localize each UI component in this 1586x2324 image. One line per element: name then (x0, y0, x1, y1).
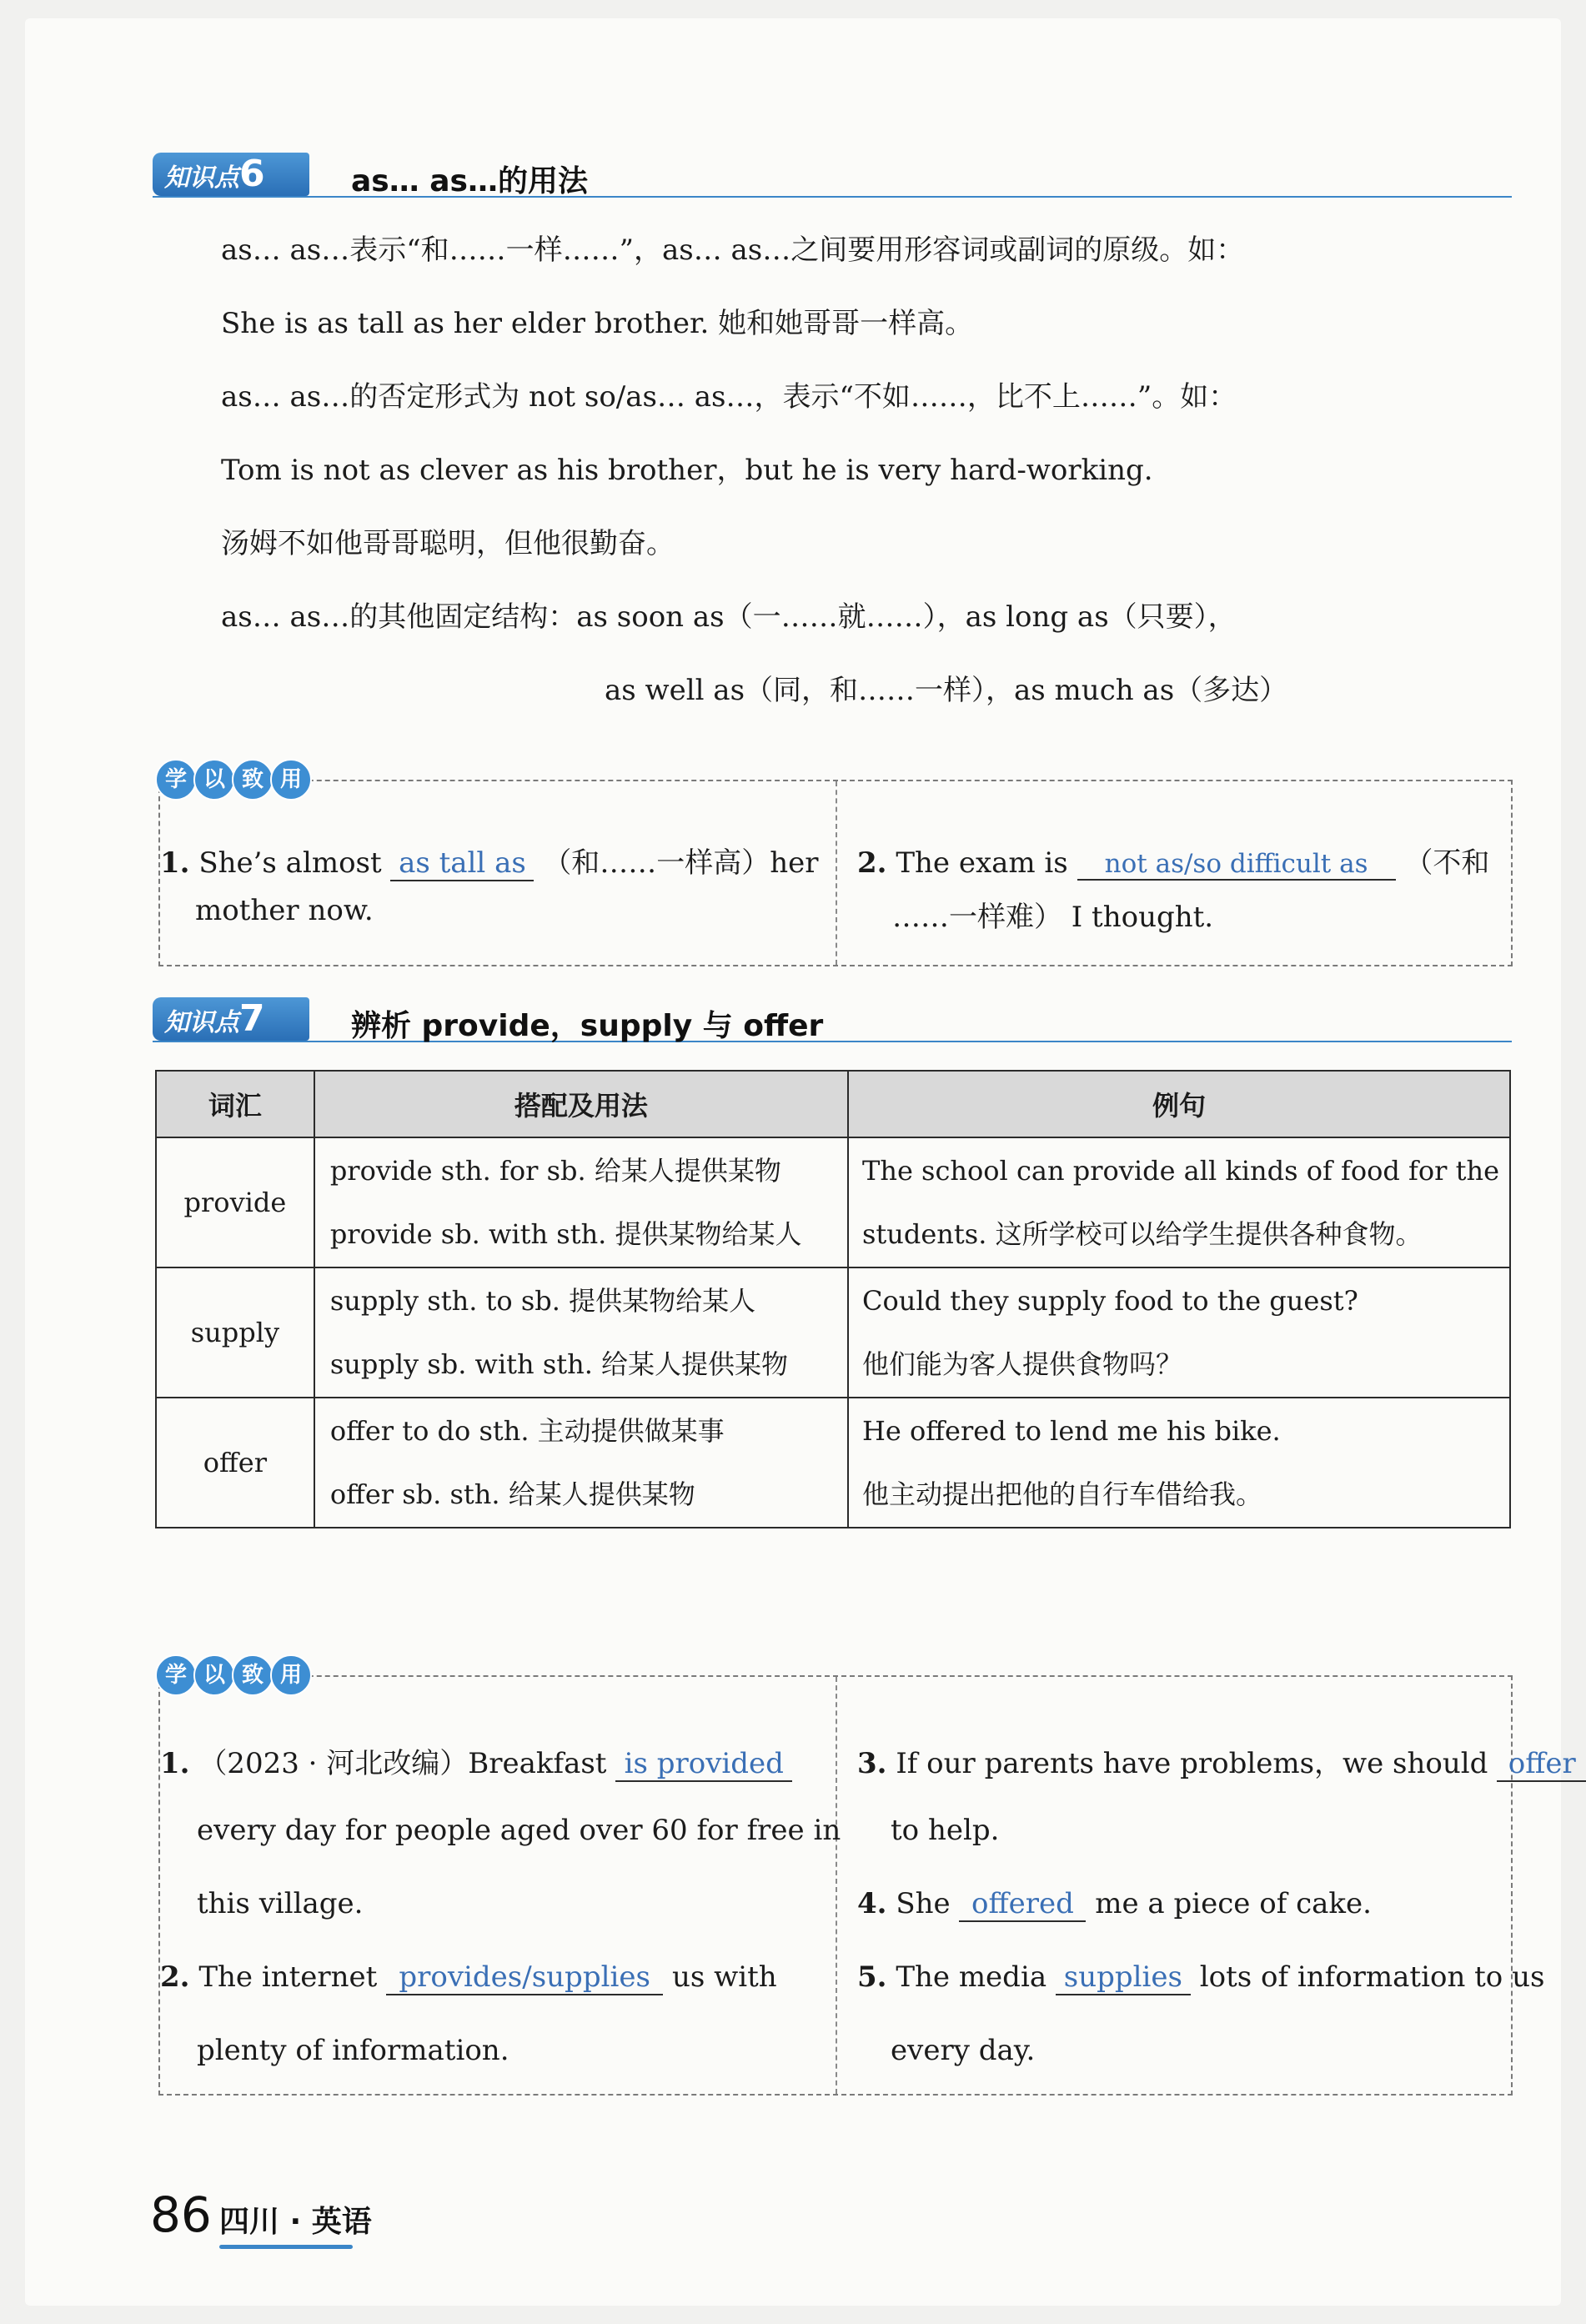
usage-cell (314, 1398, 848, 1528)
question-1-line-2: mother now. (195, 894, 374, 927)
question-text: If our parents have problems，we should (896, 1747, 1488, 1780)
column-header: 例句 (848, 1071, 1510, 1137)
practice-badge (155, 758, 309, 801)
footer-accent-bar (219, 2245, 353, 2249)
example-line: students. 这所学校可以给学生提供各种食物。 (861, 1218, 1423, 1250)
column-divider (836, 1677, 837, 2094)
question-2 (857, 840, 1489, 881)
question-number: 1. (160, 846, 190, 880)
section-6-tag (153, 153, 309, 196)
example-line: 他们能为客人提供食物吗？ (861, 1348, 1182, 1380)
badge-char: 学 (155, 759, 197, 801)
example-line: 他主动提出把他的自行车借给我。 (861, 1478, 1262, 1510)
example-line: The school can provide all kinds of food for the (861, 1155, 1499, 1187)
example-cell (848, 1137, 1510, 1267)
question-text: （和……一样高）her (543, 846, 819, 880)
tag-label: 知识点 (164, 1008, 239, 1037)
question-text: （2023 · 河北改编）Breakfast (198, 1747, 607, 1780)
section-7-header (153, 997, 1512, 1042)
question-number: 2. (160, 1960, 190, 1994)
question-number: 4. (857, 1887, 887, 1920)
usage-cell (314, 1137, 848, 1267)
answer-blank[interactable]: offered (959, 1887, 1086, 1922)
question-1-line-2: every day for people aged over 60 for free in (197, 1814, 841, 1847)
usage-line: supply sth. to sb. 提供某物给某人 (329, 1285, 756, 1317)
word-cell: provide (156, 1137, 314, 1267)
tag-number: 6 (239, 153, 265, 195)
practice-box-1 (158, 767, 1513, 966)
question-3 (857, 1740, 1586, 1782)
text-line: as… as…表示“和……一样……”，as… as…之间要用形容词或副词的原级。如： (221, 233, 1245, 267)
text-line: as well as（同，和……一样），as much as（多达） (605, 674, 1288, 707)
question-3-line-2: to help. (891, 1814, 1000, 1847)
table-header-row (156, 1071, 1510, 1137)
usage-cell (314, 1267, 848, 1398)
question-2-line-2: ……一样难） I thought. (892, 901, 1214, 934)
usage-line: offer to do sth. 主动提供做某事 (329, 1415, 725, 1447)
question-text: The exam is (896, 846, 1068, 880)
answer-blank[interactable]: supplies (1056, 1960, 1191, 1995)
column-divider (836, 781, 837, 965)
question-text: us with (671, 1960, 777, 1994)
example-cell (848, 1267, 1510, 1398)
book-label: 四川 · 英语 (219, 2205, 372, 2239)
question-1 (160, 1740, 792, 1782)
table-row (156, 1398, 1510, 1528)
text-line: Tom is not as clever as his brother，but he is very hard-working. (221, 454, 1153, 487)
question-1-line-3: this village. (197, 1887, 364, 1920)
question-text: （不和 (1404, 846, 1490, 880)
question-text: me a piece of cake. (1095, 1887, 1372, 1920)
badge-char: 以 (193, 1654, 235, 1696)
page-number: 86 (150, 2186, 212, 2243)
comparison-table (155, 1070, 1511, 1528)
column-header: 词汇 (156, 1071, 314, 1137)
tag-label: 知识点 (164, 163, 239, 193)
section-7-title: 辨析 provide，supply 与 offer (351, 1009, 824, 1043)
badge-char: 用 (270, 759, 312, 801)
question-text: She (896, 1887, 951, 1920)
question-text: The media (896, 1960, 1047, 1994)
text-line: as… as…的否定形式为 not so/as… as…，表示“不如……，比不上……”。如： (221, 380, 1237, 414)
question-5 (857, 1960, 1544, 1995)
table-row (156, 1267, 1510, 1398)
answer-blank[interactable]: is provided (615, 1747, 792, 1782)
practice-badge (155, 1654, 309, 1697)
section-6-title: as… as…的用法 (351, 164, 588, 198)
text-line: 汤姆不如他哥哥聪明，但他很勤奋。 (221, 527, 675, 560)
question-text: lots of information to us (1199, 1960, 1545, 1994)
badge-char: 致 (232, 759, 274, 801)
answer-blank[interactable]: offer (1497, 1747, 1586, 1782)
answer-blank[interactable]: as tall as (390, 846, 534, 881)
column-header: 搭配及用法 (314, 1071, 848, 1137)
badge-char: 用 (270, 1654, 312, 1696)
example-line: He offered to lend me his bike. (861, 1415, 1281, 1447)
badge-char: 致 (232, 1654, 274, 1696)
question-text: She’s almost (198, 846, 382, 880)
example-line: Could they supply food to the guest? (861, 1285, 1358, 1317)
section-6-header (153, 153, 1512, 198)
answer-blank[interactable]: provides/supplies (386, 1960, 663, 1995)
table-row (156, 1137, 1510, 1267)
usage-line: offer sb. sth. 给某人提供某物 (329, 1478, 695, 1510)
badge-char: 学 (155, 1654, 197, 1696)
usage-line: provide sth. for sb. 给某人提供某物 (329, 1155, 781, 1187)
question-1 (160, 840, 819, 881)
question-2-line-2: plenty of information. (197, 2034, 509, 2067)
usage-line: provide sb. with sth. 提供某物给某人 (329, 1218, 802, 1250)
practice-box-2 (158, 1663, 1576, 2096)
question-number: 5. (857, 1960, 887, 1994)
text-line: She is as tall as her elder brother. 她和她哥哥一样高。 (221, 307, 974, 340)
usage-line: supply sb. with sth. 给某人提供某物 (329, 1348, 789, 1380)
section-7-tag (153, 997, 309, 1041)
question-number: 1. (160, 1747, 190, 1780)
question-5-line-2: every day. (891, 2034, 1036, 2067)
text-line: as… as…的其他固定结构：as soon as（一……就……），as long as（只要）， (221, 600, 1237, 634)
question-4 (857, 1887, 1372, 1922)
badge-char: 以 (193, 759, 235, 801)
question-2 (160, 1960, 777, 1995)
example-cell (848, 1398, 1510, 1528)
question-number: 3. (857, 1747, 887, 1780)
tag-number: 7 (239, 997, 265, 1040)
answer-blank[interactable]: not as/so difficult as (1077, 849, 1396, 881)
question-number: 2. (857, 846, 887, 880)
question-text: The internet (198, 1960, 378, 1994)
word-cell: supply (156, 1267, 314, 1398)
word-cell: offer (156, 1398, 314, 1528)
